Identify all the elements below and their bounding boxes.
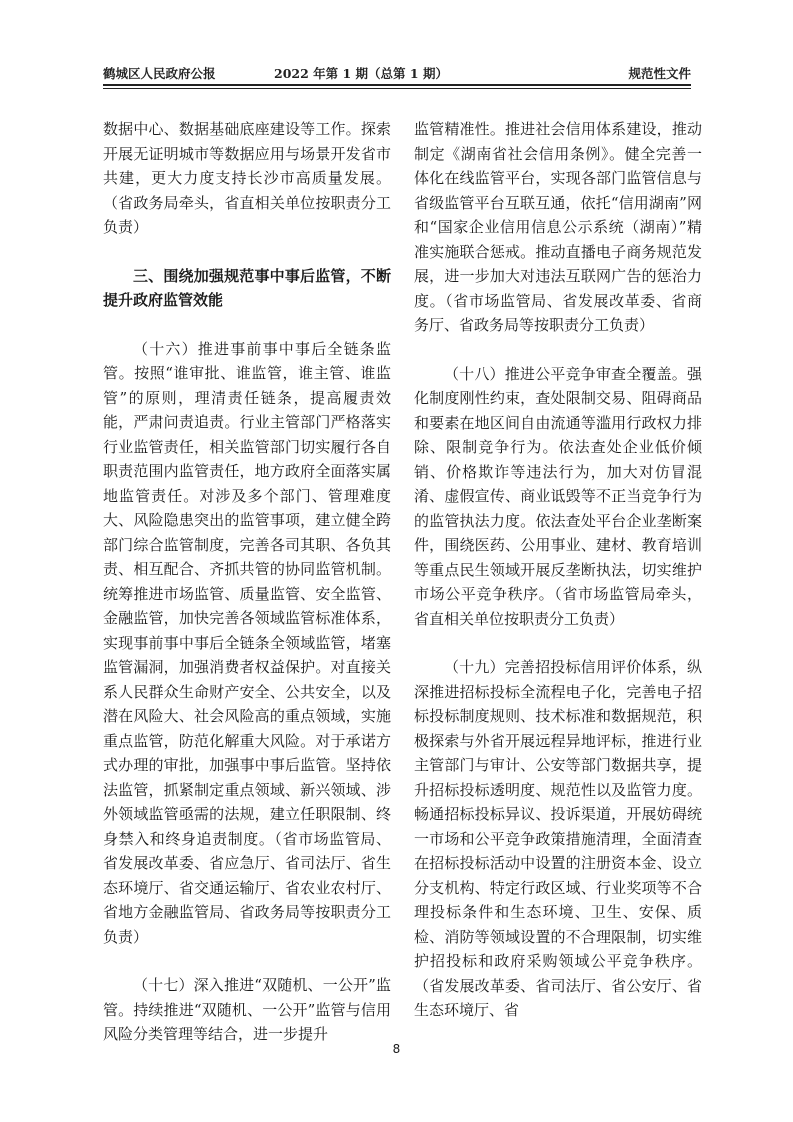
paragraph-17-start: （十七）深入推进“双随机、一公开”监管。持续推进“双随机、一公开”监管与信用风险分类管理等结合，进一步提升 bbox=[103, 976, 391, 1043]
paragraph-19: （十九）完善招投标信用评价体系，纵深推进招标投标全流程电子化，完善电子招标投标制度规则、技术标准和数据规范，积极探索与外省开展远程异地评标，推进行业主管部门与审计、公安等部门数据共享，提升招标投标透明度、规范性以及监管力度。畅通招标投标异议、投诉渠道，开展妨碍统一市场和公平竞争政策措施清理，全面清查在招标投标活动中设置的注册资本金、设立分支机构、特定行政区域、行业奖项等不合理投标条件和生态环境、卫生、安保、质检、消防等领域设置的不合理限制，切实维护招投标和政府采购领域公平竞争秩序。（省发展改革委、省司法厅、省公安厅、省生态环境厅、省 bbox=[414, 658, 702, 1019]
paragraph-18: （十八）推进公平竞争审查全覆盖。强化制度刚性约束，查处限制交易、阻碍商品和要素在地区间自由流通等滥用行政权力排除、限制竞争行为。依法查处企业低价倾销、价格欺诈等违法行为，加大对仿冒混淆、虚假宣传、商业诋毁等不正当竞争行为的监管执法力度。依法查处平台企业垄断案件，围绕医药、公用事业、建材、教育培训等重点民生领域开展反垄断执法，切实维护市场公平竞争秩序。（省市场监管局牵头，省直相关单位按职责分工负责） bbox=[414, 364, 702, 628]
issue-label: 2022 年第 1 期（总第 1 期） bbox=[274, 66, 448, 81]
page-header bbox=[103, 62, 691, 82]
header-rule-thick bbox=[103, 84, 691, 86]
right-column bbox=[414, 117, 702, 1023]
category-label: 规范性文件 bbox=[628, 66, 691, 81]
left-column bbox=[103, 117, 391, 1047]
paragraph-16: （十六）推进事前事中事后全链条监管。按照“谁审批、谁监管，谁主管、谁监管”的原则，理清责任链条，提高履责效能，严肃问责追责。行业主管部门严格落实行业监管责任，相关监管部门切实履行各自职责范围内监管责任，地方政府全面落实属地监管责任。对涉及多个部门、管理难度大、风险隐患突出的监管事项，建立健全跨部门综合监管制度，完善各司其职、各负其责、相互配合、齐抓共管的协同监管机制。统筹推进市场监管、质量监管、安全监管、金融监管，加快完善各领域监管标准体系，实现事前事中事后全链条全领域监管，堵塞监管漏洞，加强消费者权益保护。对直接关系人民群众生命财产安全、公共安全，以及潜在风险大、社会风险高的重点领域，实施重点监管，防范化解重大风险。对于承诺方式办理的审批，加强事中事后监管。坚持依法监管，抓紧制定重点领域、新兴领域、涉外领域监管亟需的法规，建立任职限制、终身禁入和终身追责制度。（省市场监管局、省发展改革委、省应急厅、省司法厅、省生态环境厅、省交通运输厅、省农业农村厅、省地方金融监管局、省政务局等按职责分工负责） bbox=[103, 339, 391, 946]
page-number: 8 bbox=[392, 1042, 401, 1056]
header-rule-thin bbox=[103, 88, 691, 89]
paragraph-continuation: 数据中心、数据基础底座建设等工作。探索开展无证明城市等数据应用与场景开发省市共建，更大力度支持长沙市高质量发展。（省政务局牵头，省直相关单位按职责分工负责） bbox=[103, 120, 391, 236]
section-heading: 三、围绕加强规范事中事后监管，不断提升政府监管效能 bbox=[103, 266, 391, 309]
publication-title: 鹤城区人民政府公报 bbox=[103, 66, 216, 81]
paragraph-17-end: 监管精准性。推进社会信用体系建设，推动制定《湖南省社会信用条例》。健全完善一体化在线监管平台，实现各部门监管信息与省级监管平台互联互通，依托“信用湖南”网和“国家企业信用信息公示系统（湖南）”精准实施联合惩戒。推动直播电子商务规范发展，进一步加大对违法互联网广告的惩治力度。（省市场监管局、省发展改革委、省商务厅、省政务局等按职责分工负责） bbox=[414, 120, 702, 334]
